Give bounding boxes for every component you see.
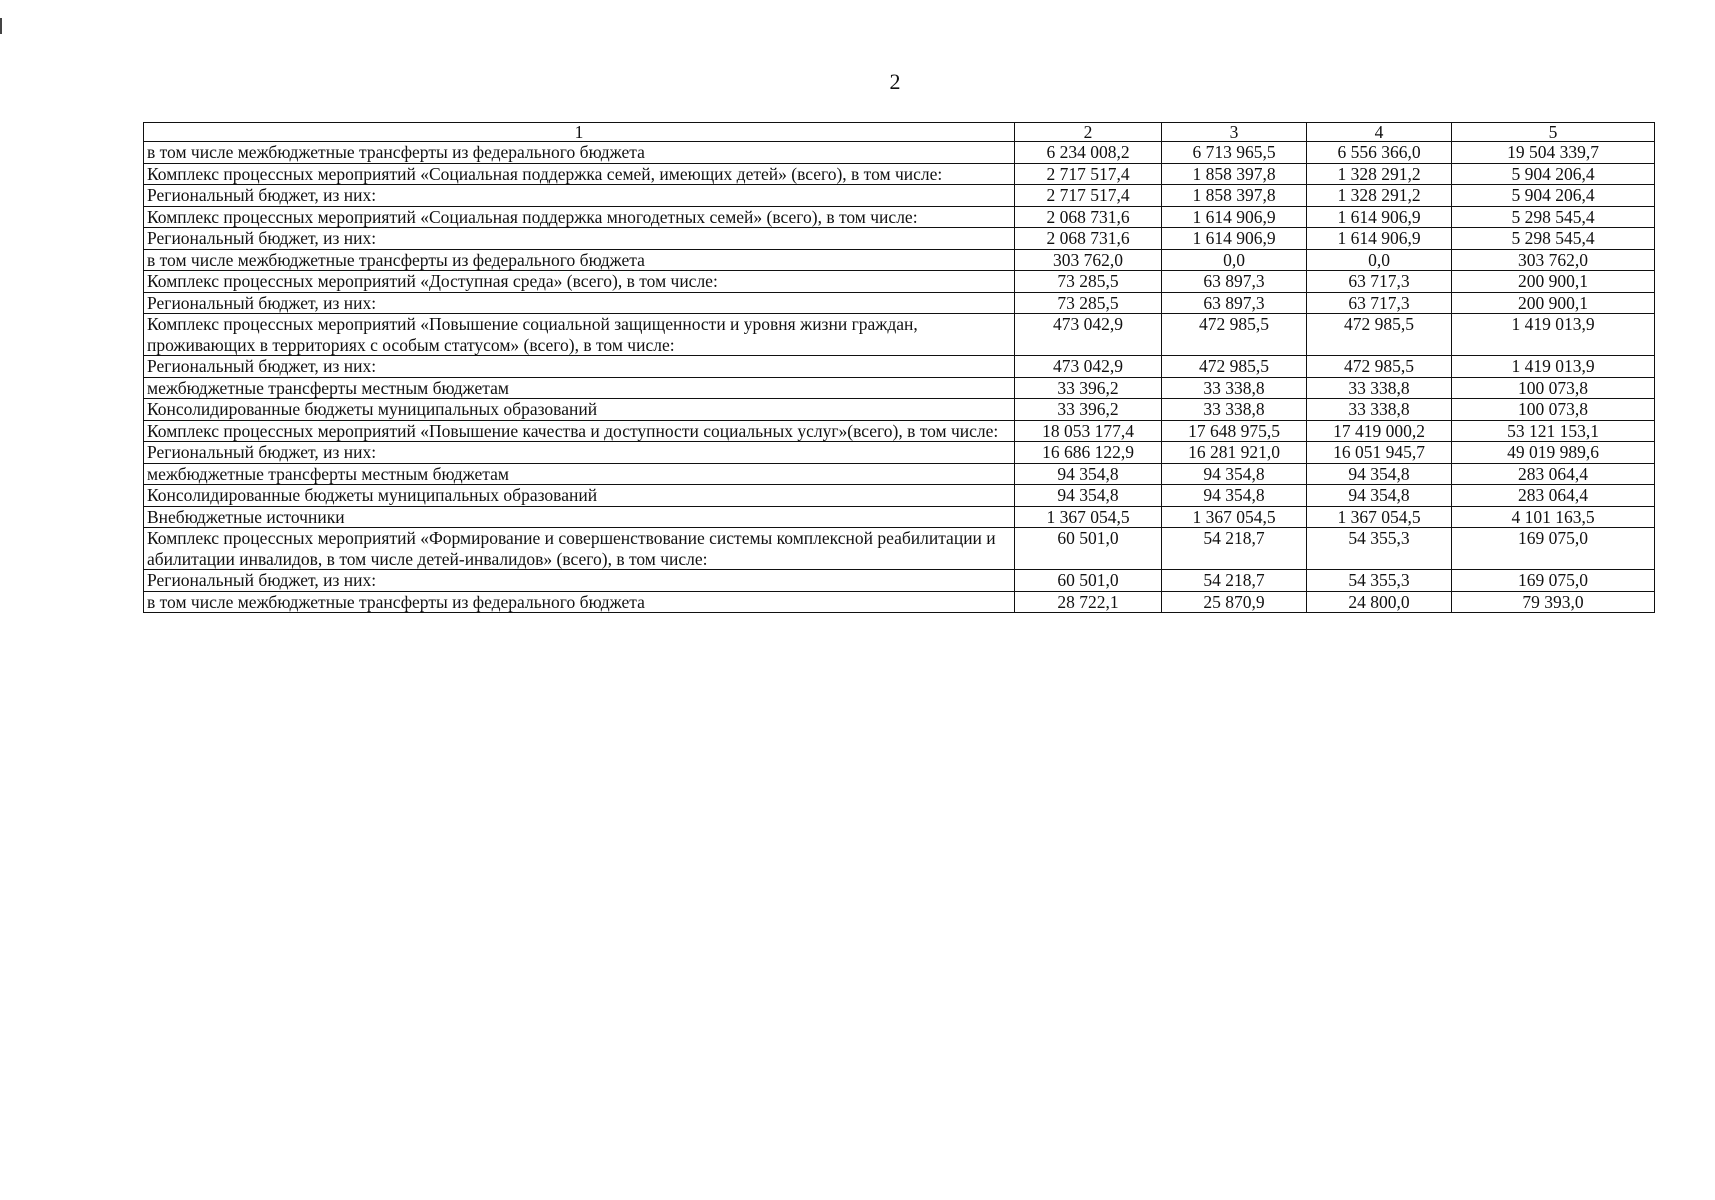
row-label: межбюджетные трансферты местным бюджетам xyxy=(144,463,1015,485)
value-cell: 79 393,0 xyxy=(1452,591,1655,613)
value-cell: 28 722,1 xyxy=(1015,591,1162,613)
table-row xyxy=(144,142,1655,164)
table-row xyxy=(144,399,1655,421)
value-cell: 19 504 339,7 xyxy=(1452,142,1655,164)
value-cell: 200 900,1 xyxy=(1452,271,1655,293)
value-cell: 169 075,0 xyxy=(1452,570,1655,592)
table-row xyxy=(144,228,1655,250)
value-cell: 94 354,8 xyxy=(1162,485,1307,507)
value-cell: 94 354,8 xyxy=(1015,463,1162,485)
row-label: Региональный бюджет, из них: xyxy=(144,442,1015,464)
header-cell: 1 xyxy=(144,123,1015,142)
table-row xyxy=(144,570,1655,592)
value-cell: 5 904 206,4 xyxy=(1452,185,1655,207)
header-cell: 3 xyxy=(1162,123,1307,142)
value-cell: 5 904 206,4 xyxy=(1452,163,1655,185)
value-cell: 16 686 122,9 xyxy=(1015,442,1162,464)
value-cell: 18 053 177,4 xyxy=(1015,420,1162,442)
row-label: Региональный бюджет, из них: xyxy=(144,228,1015,250)
value-cell: 54 218,7 xyxy=(1162,528,1307,570)
row-label: межбюджетные трансферты местным бюджетам xyxy=(144,377,1015,399)
table-row xyxy=(144,163,1655,185)
header-cell: 4 xyxy=(1307,123,1452,142)
row-label: Комплекс процессных мероприятий «Повышение качества и доступности социальных услуг»(всего), в том числе: xyxy=(144,420,1015,442)
value-cell: 16 051 945,7 xyxy=(1307,442,1452,464)
value-cell: 5 298 545,4 xyxy=(1452,228,1655,250)
value-cell: 5 298 545,4 xyxy=(1452,206,1655,228)
value-cell: 303 762,0 xyxy=(1452,249,1655,271)
value-cell: 1 614 906,9 xyxy=(1307,228,1452,250)
table-row xyxy=(144,356,1655,378)
table-row xyxy=(144,420,1655,442)
header-cell: 2 xyxy=(1015,123,1162,142)
value-cell: 1 367 054,5 xyxy=(1307,506,1452,528)
table-row xyxy=(144,185,1655,207)
value-cell: 49 019 989,6 xyxy=(1452,442,1655,464)
row-label: в том числе межбюджетные трансферты из федерального бюджета xyxy=(144,249,1015,271)
value-cell: 94 354,8 xyxy=(1015,485,1162,507)
value-cell: 53 121 153,1 xyxy=(1452,420,1655,442)
value-cell: 33 338,8 xyxy=(1307,399,1452,421)
table-row xyxy=(144,206,1655,228)
value-cell: 16 281 921,0 xyxy=(1162,442,1307,464)
value-cell: 54 355,3 xyxy=(1307,570,1452,592)
row-label: Комплекс процессных мероприятий «Социальная поддержка семей, имеющих детей» (всего), в том числе: xyxy=(144,163,1015,185)
table-row xyxy=(144,463,1655,485)
table-row xyxy=(144,377,1655,399)
value-cell: 4 101 163,5 xyxy=(1452,506,1655,528)
value-cell: 283 064,4 xyxy=(1452,485,1655,507)
value-cell: 33 338,8 xyxy=(1162,377,1307,399)
value-cell: 54 218,7 xyxy=(1162,570,1307,592)
row-label: Региональный бюджет, из них: xyxy=(144,292,1015,314)
row-label: в том числе межбюджетные трансферты из федерального бюджета xyxy=(144,142,1015,164)
table-header-row xyxy=(144,123,1655,142)
page-number: 2 xyxy=(889,69,901,94)
table-row xyxy=(144,249,1655,271)
row-label: Консолидированные бюджеты муниципальных образований xyxy=(144,399,1015,421)
value-cell: 0,0 xyxy=(1162,249,1307,271)
value-cell: 63 717,3 xyxy=(1307,292,1452,314)
table-row xyxy=(144,485,1655,507)
value-cell: 94 354,8 xyxy=(1307,485,1452,507)
row-label: Комплекс процессных мероприятий «Повышение социальной защищенности и уровня жизни граждан, проживающих в территориях с особым статусом» (всего), в том числе: xyxy=(144,314,1015,356)
value-cell: 24 800,0 xyxy=(1307,591,1452,613)
value-cell: 169 075,0 xyxy=(1452,528,1655,570)
budget-table xyxy=(143,122,1655,613)
value-cell: 472 985,5 xyxy=(1307,356,1452,378)
value-cell: 1 328 291,2 xyxy=(1307,185,1452,207)
table-row xyxy=(144,292,1655,314)
value-cell: 17 419 000,2 xyxy=(1307,420,1452,442)
value-cell: 0,0 xyxy=(1307,249,1452,271)
value-cell: 1 419 013,9 xyxy=(1452,314,1655,356)
value-cell: 1 367 054,5 xyxy=(1015,506,1162,528)
value-cell: 73 285,5 xyxy=(1015,292,1162,314)
row-label: Комплекс процессных мероприятий «Доступная среда» (всего), в том числе: xyxy=(144,271,1015,293)
value-cell: 6 556 366,0 xyxy=(1307,142,1452,164)
value-cell: 6 234 008,2 xyxy=(1015,142,1162,164)
value-cell: 473 042,9 xyxy=(1015,314,1162,356)
value-cell: 303 762,0 xyxy=(1015,249,1162,271)
value-cell: 73 285,5 xyxy=(1015,271,1162,293)
table-row xyxy=(144,271,1655,293)
row-label: Региональный бюджет, из них: xyxy=(144,570,1015,592)
value-cell: 2 068 731,6 xyxy=(1015,206,1162,228)
row-label: Региональный бюджет, из них: xyxy=(144,356,1015,378)
table-row xyxy=(144,314,1655,356)
value-cell: 60 501,0 xyxy=(1015,570,1162,592)
value-cell: 6 713 965,5 xyxy=(1162,142,1307,164)
value-cell: 1 328 291,2 xyxy=(1307,163,1452,185)
value-cell: 1 858 397,8 xyxy=(1162,163,1307,185)
table-row xyxy=(144,591,1655,613)
row-label: в том числе межбюджетные трансферты из федерального бюджета xyxy=(144,591,1015,613)
row-label: Консолидированные бюджеты муниципальных образований xyxy=(144,485,1015,507)
value-cell: 1 614 906,9 xyxy=(1162,206,1307,228)
value-cell: 283 064,4 xyxy=(1452,463,1655,485)
value-cell: 1 614 906,9 xyxy=(1307,206,1452,228)
table-row xyxy=(144,506,1655,528)
value-cell: 2 717 517,4 xyxy=(1015,185,1162,207)
value-cell: 63 897,3 xyxy=(1162,292,1307,314)
value-cell: 33 396,2 xyxy=(1015,377,1162,399)
value-cell: 200 900,1 xyxy=(1452,292,1655,314)
value-cell: 1 367 054,5 xyxy=(1162,506,1307,528)
value-cell: 33 338,8 xyxy=(1162,399,1307,421)
value-cell: 472 985,5 xyxy=(1307,314,1452,356)
table-row xyxy=(144,528,1655,570)
value-cell: 17 648 975,5 xyxy=(1162,420,1307,442)
table-body xyxy=(144,123,1655,613)
value-cell: 33 338,8 xyxy=(1307,377,1452,399)
value-cell: 472 985,5 xyxy=(1162,356,1307,378)
value-cell: 100 073,8 xyxy=(1452,377,1655,399)
value-cell: 63 897,3 xyxy=(1162,271,1307,293)
value-cell: 1 858 397,8 xyxy=(1162,185,1307,207)
value-cell: 2 717 517,4 xyxy=(1015,163,1162,185)
value-cell: 1 614 906,9 xyxy=(1162,228,1307,250)
value-cell: 54 355,3 xyxy=(1307,528,1452,570)
row-label: Внебюджетные источники xyxy=(144,506,1015,528)
row-label: Комплекс процессных мероприятий «Формирование и совершенствование системы комплексной реабилитации и абилитации инвалидов, в том числе детей-инвалидов» (всего), в том числе: xyxy=(144,528,1015,570)
value-cell: 1 419 013,9 xyxy=(1452,356,1655,378)
value-cell: 60 501,0 xyxy=(1015,528,1162,570)
value-cell: 100 073,8 xyxy=(1452,399,1655,421)
value-cell: 94 354,8 xyxy=(1162,463,1307,485)
row-label: Региональный бюджет, из них: xyxy=(144,185,1015,207)
value-cell: 472 985,5 xyxy=(1162,314,1307,356)
header-cell: 5 xyxy=(1452,123,1655,142)
table-row xyxy=(144,442,1655,464)
value-cell: 25 870,9 xyxy=(1162,591,1307,613)
value-cell: 33 396,2 xyxy=(1015,399,1162,421)
value-cell: 2 068 731,6 xyxy=(1015,228,1162,250)
row-label: Комплекс процессных мероприятий «Социальная поддержка многодетных семей» (всего), в том числе: xyxy=(144,206,1015,228)
scan-edge-mark xyxy=(0,18,2,34)
value-cell: 94 354,8 xyxy=(1307,463,1452,485)
value-cell: 63 717,3 xyxy=(1307,271,1452,293)
value-cell: 473 042,9 xyxy=(1015,356,1162,378)
